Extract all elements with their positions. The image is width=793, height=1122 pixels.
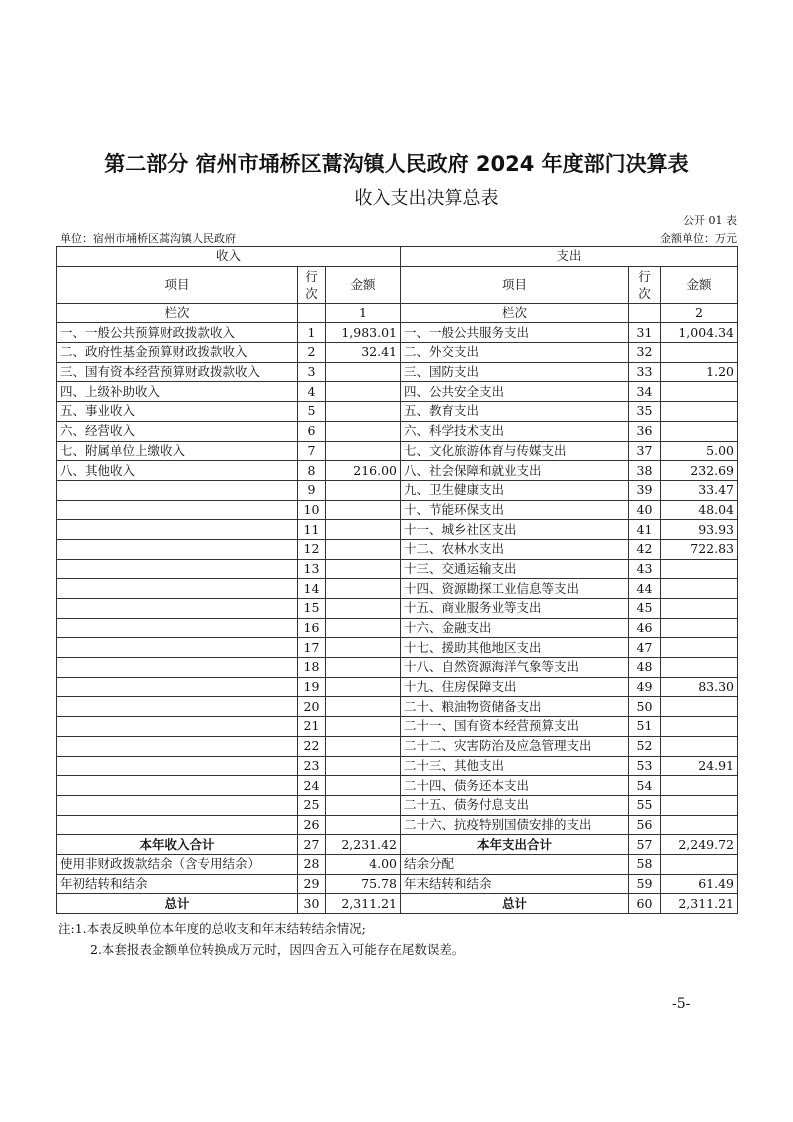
expense-amount xyxy=(661,638,738,658)
expense-row-no: 32 xyxy=(629,343,661,363)
expense-row-no: 38 xyxy=(629,461,661,481)
expense-row-no: 43 xyxy=(629,559,661,579)
income-amount xyxy=(326,599,401,619)
expense-row-no: 42 xyxy=(629,539,661,559)
income-row-no: 26 xyxy=(298,815,326,835)
income-item xyxy=(57,776,298,796)
expense-item: 六、科学技术支出 xyxy=(401,421,629,441)
expense-amount xyxy=(661,382,738,402)
income-row-no: 28 xyxy=(298,854,326,874)
table-row xyxy=(57,500,738,520)
table-subtitle: 收入支出决算总表 xyxy=(354,188,499,209)
income-row-no: 6 xyxy=(298,421,326,441)
income-row-no: 19 xyxy=(298,677,326,697)
income-amount: 2,231.42 xyxy=(326,835,401,855)
income-row-no: 21 xyxy=(298,717,326,737)
expense-item: 十五、商业服务业等支出 xyxy=(401,599,629,619)
income-amount xyxy=(326,736,401,756)
income-amount xyxy=(326,618,401,638)
expense-item: 二十六、抗疫特别国债安排的支出 xyxy=(401,815,629,835)
income-item xyxy=(57,618,298,638)
expense-amount xyxy=(661,579,738,599)
table-row xyxy=(57,402,738,422)
income-item xyxy=(57,500,298,520)
expense-row-no: 46 xyxy=(629,618,661,638)
income-amount xyxy=(326,677,401,697)
income-row-no: 17 xyxy=(298,638,326,658)
expense-item: 二、外交支出 xyxy=(401,343,629,363)
expense-item: 九、卫生健康支出 xyxy=(401,480,629,500)
expense-amount xyxy=(661,776,738,796)
income-amount xyxy=(326,756,401,776)
section-header-row xyxy=(57,247,738,267)
expense-row-no: 56 xyxy=(629,815,661,835)
expense-row-no: 39 xyxy=(629,480,661,500)
table-row xyxy=(57,520,738,540)
expense-item-header: 项目 xyxy=(401,266,629,303)
expense-amount: 61.49 xyxy=(661,874,738,894)
income-amount xyxy=(326,480,401,500)
table-row xyxy=(57,480,738,500)
income-row-no: 8 xyxy=(298,461,326,481)
income-row-no: 4 xyxy=(298,382,326,402)
expense-amount: 232.69 xyxy=(661,461,738,481)
income-amount xyxy=(326,500,401,520)
income-item xyxy=(57,658,298,678)
expense-header: 支出 xyxy=(401,247,738,267)
income-header: 收入 xyxy=(57,247,401,267)
income-row-no: 9 xyxy=(298,480,326,500)
expense-row-no: 41 xyxy=(629,520,661,540)
expense-item: 年末结转和结余 xyxy=(401,874,629,894)
expense-row-no: 37 xyxy=(629,441,661,461)
notes xyxy=(58,918,464,960)
expense-item: 本年支出合计 xyxy=(401,835,629,855)
table-row xyxy=(57,421,738,441)
expense-item: 五、教育支出 xyxy=(401,402,629,422)
expense-row-no: 45 xyxy=(629,599,661,619)
income-expense-table xyxy=(56,246,738,914)
expense-row-no: 49 xyxy=(629,677,661,697)
expense-row-no: 57 xyxy=(629,835,661,855)
income-item xyxy=(57,795,298,815)
income-row-no: 20 xyxy=(298,697,326,717)
money-unit: 金额单位：万元 xyxy=(660,232,737,245)
income-row-no: 24 xyxy=(298,776,326,796)
expense-amount: 33.47 xyxy=(661,480,738,500)
expense-row-no: 48 xyxy=(629,658,661,678)
income-item: 年初结转和结余 xyxy=(57,874,298,894)
income-row-no: 7 xyxy=(298,441,326,461)
income-item: 六、经营收入 xyxy=(57,421,298,441)
income-item: 三、国有资本经营预算财政拨款收入 xyxy=(57,362,298,382)
income-row-no: 16 xyxy=(298,618,326,638)
expense-amount xyxy=(661,697,738,717)
expense-amount: 2,311.21 xyxy=(661,894,738,914)
expense-row-no: 58 xyxy=(629,854,661,874)
expense-amount xyxy=(661,559,738,579)
income-row-no: 18 xyxy=(298,658,326,678)
table-row xyxy=(57,382,738,402)
expense-amount: 5.00 xyxy=(661,441,738,461)
column-label: 栏次 xyxy=(57,303,298,323)
expense-item: 二十二、灾害防治及应急管理支出 xyxy=(401,736,629,756)
table-row xyxy=(57,717,738,737)
income-row-no: 1 xyxy=(298,323,326,343)
expense-amount xyxy=(661,854,738,874)
expense-row-no: 47 xyxy=(629,638,661,658)
income-item xyxy=(57,736,298,756)
table-row xyxy=(57,874,738,894)
income-amount xyxy=(326,362,401,382)
income-amount: 2,311.21 xyxy=(326,894,401,914)
expense-row-no: 50 xyxy=(629,697,661,717)
table-row xyxy=(57,658,738,678)
income-item xyxy=(57,559,298,579)
table-row xyxy=(57,599,738,619)
table-row xyxy=(57,343,738,363)
income-amount: 1,983.01 xyxy=(326,323,401,343)
income-amount xyxy=(326,402,401,422)
income-amount xyxy=(326,520,401,540)
income-item xyxy=(57,815,298,835)
expense-row-no: 40 xyxy=(629,500,661,520)
income-item xyxy=(57,579,298,599)
income-item: 四、上级补助收入 xyxy=(57,382,298,402)
income-item xyxy=(57,638,298,658)
income-row-no: 29 xyxy=(298,874,326,894)
expense-item: 一、一般公共服务支出 xyxy=(401,323,629,343)
table-row xyxy=(57,854,738,874)
income-amount xyxy=(326,697,401,717)
income-item xyxy=(57,756,298,776)
column-index-1: 1 xyxy=(326,303,401,323)
expense-item: 十四、资源勘探工业信息等支出 xyxy=(401,579,629,599)
income-amount xyxy=(326,559,401,579)
expense-item: 十七、援助其他地区支出 xyxy=(401,638,629,658)
income-amount xyxy=(326,815,401,835)
income-row-no: 13 xyxy=(298,559,326,579)
income-amount xyxy=(326,579,401,599)
expense-rowno-header: 行 次 xyxy=(629,266,661,303)
column-header-row xyxy=(57,266,738,303)
table-row xyxy=(57,539,738,559)
income-row-no: 23 xyxy=(298,756,326,776)
income-item xyxy=(57,677,298,697)
expense-item: 二十、粮油物资储备支出 xyxy=(401,697,629,717)
expense-row-no: 36 xyxy=(629,421,661,441)
table-row xyxy=(57,795,738,815)
expense-item: 十八、自然资源海洋气象等支出 xyxy=(401,658,629,678)
income-item: 二、政府性基金预算财政拨款收入 xyxy=(57,343,298,363)
income-row-no: 22 xyxy=(298,736,326,756)
summary-row xyxy=(57,894,738,914)
expense-amount xyxy=(661,343,738,363)
expense-item: 二十三、其他支出 xyxy=(401,756,629,776)
income-amount xyxy=(326,539,401,559)
expense-item: 二十五、债务付息支出 xyxy=(401,795,629,815)
income-amount xyxy=(326,717,401,737)
table-row xyxy=(57,618,738,638)
expense-row-no: 34 xyxy=(629,382,661,402)
table-row xyxy=(57,579,738,599)
income-item: 使用非财政拨款结余（含专用结余） xyxy=(57,854,298,874)
expense-row-no: 60 xyxy=(629,894,661,914)
income-row-no: 27 xyxy=(298,835,326,855)
expense-item: 十六、金融支出 xyxy=(401,618,629,638)
expense-amount: 24.91 xyxy=(661,756,738,776)
income-item xyxy=(57,717,298,737)
expense-item: 十九、住房保障支出 xyxy=(401,677,629,697)
expense-item: 总计 xyxy=(401,894,629,914)
income-row-no: 2 xyxy=(298,343,326,363)
reporting-unit: 单位：宿州市埇桥区蒿沟镇人民政府 xyxy=(60,232,236,245)
expense-item: 八、社会保障和就业支出 xyxy=(401,461,629,481)
expense-amount xyxy=(661,658,738,678)
expense-amount: 2,249.72 xyxy=(661,835,738,855)
expense-amount-header: 金额 xyxy=(661,266,738,303)
expense-amount xyxy=(661,599,738,619)
income-amount: 216.00 xyxy=(326,461,401,481)
expense-row-no: 44 xyxy=(629,579,661,599)
income-rowno-header: 行 次 xyxy=(298,266,326,303)
income-amount xyxy=(326,421,401,441)
expense-item: 四、公共安全支出 xyxy=(401,382,629,402)
table-row xyxy=(57,697,738,717)
note-2: 2.本套报表金额单位转换成万元时，因四舍五入可能存在尾数误差。 xyxy=(90,942,465,957)
expense-amount xyxy=(661,717,738,737)
expense-item: 十二、农林水支出 xyxy=(401,539,629,559)
expense-row-no: 53 xyxy=(629,756,661,776)
income-item: 总计 xyxy=(57,894,298,914)
column-index-row xyxy=(57,303,738,323)
expense-row-no: 54 xyxy=(629,776,661,796)
expense-row-no: 52 xyxy=(629,736,661,756)
income-item xyxy=(57,520,298,540)
expense-amount xyxy=(661,736,738,756)
expense-item: 三、国防支出 xyxy=(401,362,629,382)
document-title: 第二部分 宿州市埇桥区蒿沟镇人民政府 2024 年度部门决算表 xyxy=(104,152,689,176)
expense-row-no: 55 xyxy=(629,795,661,815)
income-item: 七、附属单位上缴收入 xyxy=(57,441,298,461)
income-item: 五、事业收入 xyxy=(57,402,298,422)
expense-item: 二十四、债务还本支出 xyxy=(401,776,629,796)
expense-amount: 48.04 xyxy=(661,500,738,520)
income-amount xyxy=(326,441,401,461)
table-row xyxy=(57,736,738,756)
income-item: 八、其他收入 xyxy=(57,461,298,481)
income-amount xyxy=(326,382,401,402)
expense-item: 十一、城乡社区支出 xyxy=(401,520,629,540)
expense-amount xyxy=(661,421,738,441)
table-row xyxy=(57,776,738,796)
table-row xyxy=(57,815,738,835)
income-item: 本年收入合计 xyxy=(57,835,298,855)
table-row xyxy=(57,323,738,343)
income-amount: 32.41 xyxy=(326,343,401,363)
expense-row-no: 59 xyxy=(629,874,661,894)
expense-row-no: 31 xyxy=(629,323,661,343)
column-label: 栏次 xyxy=(401,303,629,323)
income-amount: 4.00 xyxy=(326,854,401,874)
page-number: -5- xyxy=(672,996,691,1012)
income-row-no: 3 xyxy=(298,362,326,382)
table-row xyxy=(57,756,738,776)
income-item xyxy=(57,599,298,619)
expense-amount: 1,004.34 xyxy=(661,323,738,343)
income-amount: 75.78 xyxy=(326,874,401,894)
expense-amount xyxy=(661,402,738,422)
expense-item: 十三、交通运输支出 xyxy=(401,559,629,579)
form-number: 公开 01 表 xyxy=(683,214,737,227)
income-row-no: 12 xyxy=(298,539,326,559)
income-row-no: 10 xyxy=(298,500,326,520)
summary-row xyxy=(57,835,738,855)
expense-amount: 722.83 xyxy=(661,539,738,559)
expense-amount: 93.93 xyxy=(661,520,738,540)
expense-row-no: 33 xyxy=(629,362,661,382)
column-index-2: 2 xyxy=(661,303,738,323)
expense-row-no: 35 xyxy=(629,402,661,422)
income-amount xyxy=(326,776,401,796)
note-1: 注:1.本表反映单位本年度的总收支和年末结转结余情况; xyxy=(58,921,366,936)
expense-amount: 83.30 xyxy=(661,677,738,697)
expense-item: 七、文化旅游体育与传媒支出 xyxy=(401,441,629,461)
income-amount xyxy=(326,638,401,658)
income-row-no: 14 xyxy=(298,579,326,599)
income-item: 一、一般公共预算财政拨款收入 xyxy=(57,323,298,343)
expense-row-no: 51 xyxy=(629,717,661,737)
income-amount xyxy=(326,795,401,815)
expense-item: 十、节能环保支出 xyxy=(401,500,629,520)
income-amount xyxy=(326,658,401,678)
table-row xyxy=(57,362,738,382)
income-row-no: 25 xyxy=(298,795,326,815)
income-row-no: 11 xyxy=(298,520,326,540)
income-amount-header: 金额 xyxy=(326,266,401,303)
table-row xyxy=(57,638,738,658)
income-item xyxy=(57,697,298,717)
income-item xyxy=(57,539,298,559)
income-row-no: 5 xyxy=(298,402,326,422)
income-row-no: 30 xyxy=(298,894,326,914)
expense-amount xyxy=(661,618,738,638)
table-row xyxy=(57,461,738,481)
expense-item: 结余分配 xyxy=(401,854,629,874)
income-row-no: 15 xyxy=(298,599,326,619)
income-item xyxy=(57,480,298,500)
expense-item: 二十一、国有资本经营预算支出 xyxy=(401,717,629,737)
table-row xyxy=(57,559,738,579)
table-row xyxy=(57,441,738,461)
expense-amount xyxy=(661,815,738,835)
income-item-header: 项目 xyxy=(57,266,298,303)
expense-amount xyxy=(661,795,738,815)
table-row xyxy=(57,677,738,697)
expense-amount: 1.20 xyxy=(661,362,738,382)
